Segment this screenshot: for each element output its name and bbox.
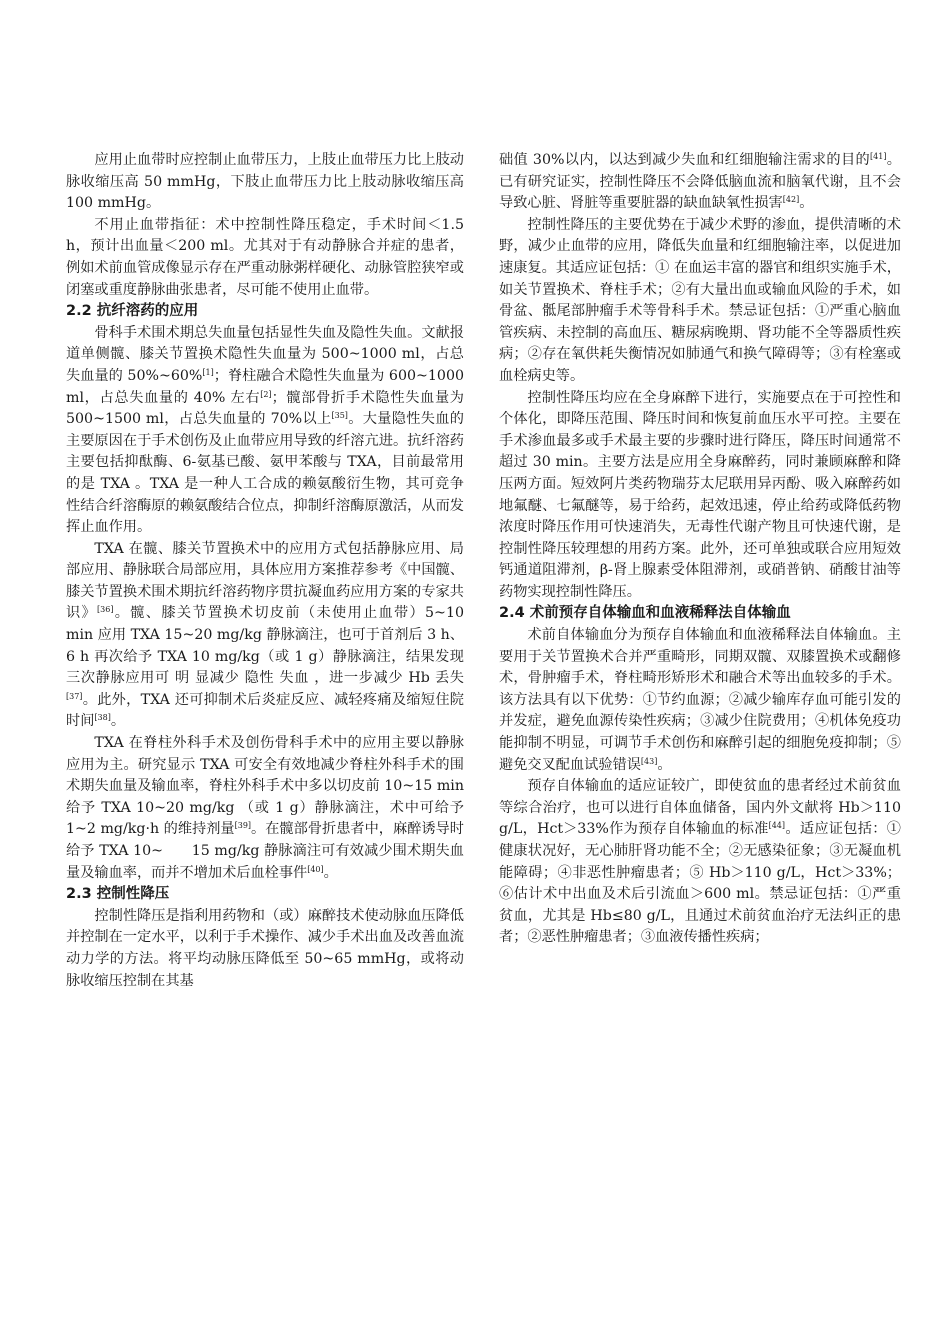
paragraph bbox=[66, 733, 464, 884]
citation-ref: [35] bbox=[331, 411, 348, 421]
paragraph bbox=[66, 539, 464, 733]
left-column bbox=[66, 150, 464, 992]
citation-ref: [44] bbox=[768, 821, 786, 831]
citation-ref: [43] bbox=[640, 756, 658, 766]
citation-ref: [38] bbox=[94, 713, 111, 723]
paragraph bbox=[66, 323, 464, 539]
citation-ref: [41] bbox=[870, 152, 887, 162]
section-heading: 2.4 术前预存自体输血和血液稀释法自体输血 bbox=[499, 605, 791, 622]
paragraph-text: 预存自体输血的适应证较广，即使贫血的患者经过术前贫血等综合治疗，也可以进行自体血储备，国内外文献将 Hb＞110 g/L，Hct＞33%作为预存自体输血的标准 bbox=[499, 778, 901, 838]
continued-paragraph bbox=[499, 150, 901, 215]
paragraph-text: TXA 在脊柱外科手术及创伤骨科手术中的应用主要以静脉应用为主。研究显示 TXA 可安全有效地减少脊柱外科手术的围术期失血量及输血率，脊柱外科手术中多以切皮前 10~15 min 给予 TXA 10~20 mg/kg （或 1 g）静脉滴注，术中可给予 1~2 mg/kg·h 的维持剂量 bbox=[66, 735, 464, 838]
paragraph: 控制性降压均应在全身麻醉下进行，实施要点在于可控性和个体化，即降压范围、降压时间和恢复前血压水平可控。主要在手术渗血最多或手术最主要的步骤时进行降压，降压时间通常不超过 30 min。主要方法是应用全身麻醉药，同时兼顾麻醉和降压两方面。短效阿片类药物瑞芬太尼联用异丙酚、吸入麻醉药如地氟醚、七氟醚等，易于给药，起效迅速，停止给药或降低药物浓度时降压作用可快速消失，无毒性代谢产物且可快速代谢，是控制性降压较理想的用药方案。此外，还可单独或联合应用短效钙通道阻滞剂，β-肾上腺素受体阻滞剂，或硝普钠、硝酸甘油等药物实现控制性降压。 bbox=[499, 389, 901, 600]
paragraph-text: ；脊柱融合术隐性失血量为 600~1000 ml，占总失血量的 40% 左右 bbox=[66, 367, 464, 406]
section-heading: 2.2 抗纤溶药的应用 bbox=[66, 303, 199, 320]
right-column bbox=[499, 150, 901, 949]
section-heading: 2.3 控制性降压 bbox=[66, 886, 170, 903]
citation-ref: [36] bbox=[97, 605, 114, 615]
citation-ref: [37] bbox=[66, 692, 83, 702]
paragraph-text: ；髋部骨折手术隐性失血量为 500~1500 ml，占总失血量的 70%以上 bbox=[66, 389, 464, 428]
paragraph-text: 。已有研究证实，控制性降压不会降低脑血流和脑氧代谢，且不会导致心脏、肾脏等重要脏器的缺血缺氧性损害 bbox=[499, 152, 901, 212]
paragraph-text: 。适应证包括：①健康状况好，无心肺肝肾功能不全；②无感染征象；③无凝血机能障碍；④非恶性肿瘤患者；⑤ Hb＞110 g/L，Hct＞33%；⑥估计术中出血及术后引流血＞600 ml。禁忌证包括：①严重贫血，尤其是 Hb≤80 g/L，且通过术前贫血治疗无法纠正的患者；②恶性肿瘤患者；③血液传播性疾病； bbox=[499, 821, 901, 946]
paragraph-text: 。大量隐性失血的主要原因在于手术创伤及止血带应用导致的纤溶亢进。抗纤溶药主要包括抑酞酶、6-氨基已酸、氨甲苯酸与 TXA，目前最常用的是 TXA 。TXA 是一种人工合成的赖氨酸衍生物，其可竞争性结合纤溶酶原的赖氨酸结合位点，抑制纤溶酶原激活，从而发挥止血作用。 bbox=[66, 411, 464, 536]
citation-ref: [2] bbox=[260, 389, 272, 399]
paragraph: 控制性降压的主要优势在于减少术野的渗血，提供清晰的术野，减少止血带的应用，降低失血量和红细胞输注率，以促进加速康复。其适应证包括：① 在血运丰富的器官和组织实施手术，如关节置换术、脊柱手术；②有大量出血或输血风险的手术，如骨盆、骶尾部肿瘤手术等骨科手术。禁忌证包括：①严重心脑血管疾病、未控制的高血压、糖尿病晚期、肾功能不全等器质性疾病；②存在氧供耗失衡情况如肺通气和换气障碍等；③有栓塞或血栓病史等。 bbox=[499, 216, 901, 384]
paragraph: 不用止血带指征：术中控制性降压稳定，手术时间＜1.5 h，预计出血量＜200 ml。尤其对于有动静脉合并症的患者，例如术前血管成像显示存在严重动脉粥样硬化、动脉管腔狭窄或闭塞或重度静脉曲张患者，尽可能不使用止血带。 bbox=[66, 216, 464, 298]
paragraph bbox=[499, 776, 901, 949]
citation-ref: [39] bbox=[234, 821, 252, 831]
paragraph-text: 。 bbox=[110, 713, 126, 730]
paragraph-text: 。 bbox=[323, 864, 338, 881]
paragraph-text: 。髋、膝关节置换术切皮前（未使用止血带）5~10 min 应用 TXA 15~20 mg/kg 静脉滴注，也可于首剂后 3 h、6 h 再次给予 TXA 10 mg/kg（或 1 g）静脉滴注，结果发现三次静脉应用可 明 显减少 隐性 失血 ，进一步减少 Hb 丢失 bbox=[66, 605, 464, 687]
paragraph-text: 。在髋部骨折患者中，麻醉诱导时给予 TXA 10~ 15 mg/kg 静脉滴注可有效减少围术期失血量及输血率，而并不增加术后血栓事件 bbox=[66, 821, 464, 881]
citation-ref: [1] bbox=[202, 368, 214, 378]
citation-ref: [42] bbox=[782, 195, 800, 205]
paragraph-text: 础值 30%以内，以达到减少失血和红细胞输注需求的目的 bbox=[499, 152, 871, 168]
paragraph: 应用止血带时应控制止血带压力，上肢止血带压力比上肢动脉收缩压高 50 mmHg，下肢止血带压力比上肢动脉收缩压高 100 mmHg。 bbox=[66, 152, 464, 212]
paragraph-text: 术前自体输血分为预存自体输血和血液稀释法自体输血。主要用于关节置换术合并严重畸形，同期双髋、双膝置换术或翻修术，骨肿瘤手术，脊柱畸形矫形术和融合术等出血较多的手术。该方法具有以下优势：①节约血源；②减少输库存血可能引发的并发症，避免血源传染性疾病；③减少住院费用；④机体免疫功能抑制不明显，可调节手术创伤和麻醉引起的细胞免疫抑制；⑤避免交叉配血试验错误 bbox=[499, 627, 901, 773]
citation-ref: [40] bbox=[307, 864, 324, 874]
paragraph bbox=[499, 625, 901, 776]
paragraph-text: TXA 在髋、膝关节置换术中的应用方式包括静脉应用、局部应用、静脉联合局部应用，具体应用方案推荐参考《中国髋、膝关节置换术围术期抗纤溶药物序贯抗凝血药应用方案的专家共识》 bbox=[66, 540, 464, 622]
paragraph: 控制性降压是指利用药物和（或）麻醉技术使动脉血压降低并控制在一定水平，以利于手术操作、减少手术出血及改善血流动力学的方法。将平均动脉压降低至 50~65 mmHg，或将动脉收缩压控制在其基 bbox=[66, 907, 464, 989]
paragraph-text: 。此外，TXA 还可抑制术后炎症反应、减轻疼痛及缩短住院时间 bbox=[66, 691, 464, 730]
paragraph-text: 。 bbox=[799, 195, 814, 212]
paragraph-text: 。 bbox=[657, 756, 672, 773]
paragraph-text: 骨科手术围术期总失血量包括显性失血及隐性失血。文献报道单侧髋、膝关节置换术隐性失血量为 500~1000 ml，占总失血量的 50%~60% bbox=[66, 324, 464, 384]
